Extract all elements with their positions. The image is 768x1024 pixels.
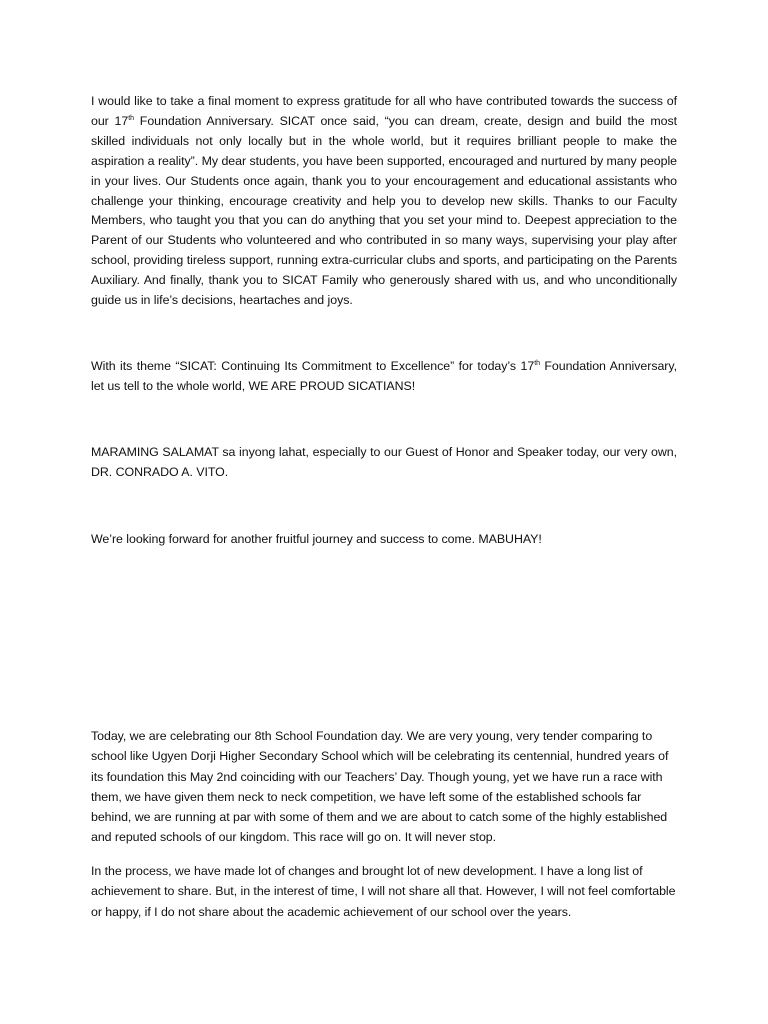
paragraph-thanks-guest: MARAMING SALAMAT sa inyong lahat, especially to our Guest of Honor and Speaker today, our very own, DR. CONRADO A. VITO. — [91, 445, 677, 479]
paragraph-gratitude-text-end: Foundation Anniversary. SICAT once said, “you can dream, create, design and build the most skilled individuals not only locally but in the whole world, but it requires brilliant people to make the aspiration a reality”. My dear students, you have been supported, encouraged and nurtured by many people in your lives. Our Students once again, thank you to your encouragement and educational assistants who challenge your thinking, encourage creativity and help you to develop new skills. Thanks to our Faculty Members, who taught you that you can do anything that you set your mind to. Deepest appreciation to the Parent of our Students who volunteered and who contributed in so many ways, supervising your play after school, providing tireless support, running extra-curricular clubs and sports, and participating on the Parents Auxiliary. And finally, thank you to SICAT Family who generously shared with us, and who unconditionally guide us in life’s decisions, heartaches and joys. — [91, 113, 677, 308]
ordinal-suffix: th — [534, 359, 540, 367]
paragraph-theme — [91, 357, 677, 397]
paragraph-theme-text-start: With its theme “SICAT: Continuing Its Commitment to Excellence” for today’s 17 — [91, 359, 535, 373]
ordinal-suffix: th — [128, 114, 134, 122]
paragraph-gratitude-text-start: I would like to take a final moment to express gratitude for all who have contributed towards the success of our 17 — [91, 94, 677, 128]
paragraph-foundation-day: Today, we are celebrating our 8th School Foundation day. We are very young, very tender comparing to school like Ugyen Dorji Higher Secondary School which will be celebrating its centennial, hundred years of its foundation this May 2nd coinciding with our Teachers’ Day. Though young, yet we have run a race with them, we have given them neck to neck competition, we have left some of the established schools far behind, we are running at par with some of them and we are about to catch some of the highly established and reputed schools of our kingdom. This race will go on. It will never stop. — [91, 729, 669, 845]
paragraph-achievements: In the process, we have made lot of changes and brought lot of new development. I have a long list of achievement to share. But, in the interest of time, I will not share all that. However, I will not feel comfortable or happy, if I do not share about the academic achievement of our school over the years. — [91, 864, 676, 919]
paragraph-theme-text-end: Foundation Anniversary, let us tell to the whole world, WE ARE PROUD SICATIANS! — [91, 359, 677, 393]
paragraph-closing: We’re looking forward for another fruitful journey and success to come. MABUHAY! — [91, 532, 542, 546]
paragraph-gratitude — [91, 92, 677, 311]
